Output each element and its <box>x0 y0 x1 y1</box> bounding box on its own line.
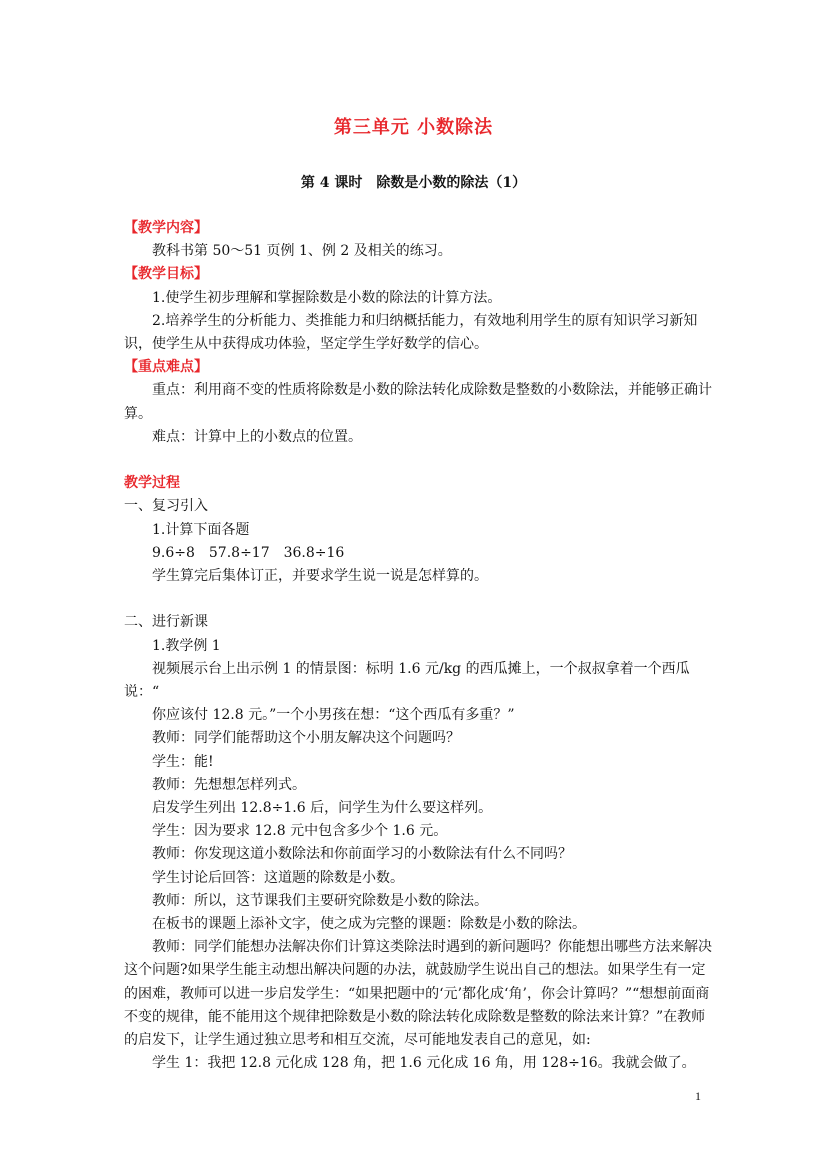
paragraph: 视频展示台上出示例 1 的情景图：标明 1.6 元/kg 的西瓜摊上，一个叔叔拿着一个西瓜说：“ <box>124 660 690 701</box>
paragraph: 教师：先想想怎样列式。 <box>152 776 306 793</box>
page-number: 1 <box>695 1089 701 1103</box>
paragraph: 教科书第 50～51 页例 1、例 2 及相关的练习。 <box>152 243 452 260</box>
paragraph: 学生：能! <box>152 753 214 770</box>
page-title: 第三单元 小数除法 <box>333 117 494 138</box>
paragraph: 9.6÷8 57.8÷17 36.8÷16 <box>152 544 345 561</box>
spacer <box>124 449 714 472</box>
paragraph: 学生讨论后回答：这道题的除数是小数。 <box>152 869 404 886</box>
paragraph: 教师：同学们能想办法解决你们计算这类除法时遇到的新问题吗？你能想出哪些方法来解决这个问题?如果学生能主动想出解决问题的办法，就鼓励学生说出自己的想法。如果学生有一定的困难，教师可以进一步启发学生：“如果把题中的‘元’都化成‘角’，你会计算吗？”“想想前面商不变的规律，能不能用这个规律把除数是小数的除法转化成除数是整数的除法来计算？”在教师的启发下，让学生通过独立思考和相互交流，尽可能地发表自己的意见，如: <box>124 939 712 1049</box>
section-heading-content: 【教学内容】 <box>124 220 208 236</box>
paragraph: 1.使学生初步理解和掌握除数是小数的除法的计算方法。 <box>152 289 502 306</box>
paragraph: 难点：计算中上的小数点的位置。 <box>152 428 362 445</box>
paragraph: 2.培养学生的分析能力、类推能力和归纳概括能力，有效地利用学生的原有知识学习新知识，使学生从中获得成功体验，坚定学生学好数学的信心。 <box>124 312 698 353</box>
paragraph: 教师：所以，这节课我们主要研究除数是小数的除法。 <box>152 892 488 909</box>
document-body <box>124 217 714 1075</box>
paragraph: 你应该付 12.8 元。”一个小男孩在想：“这个西瓜有多重？” <box>152 707 515 724</box>
subsection-heading: 二、进行新课 <box>124 614 208 631</box>
lesson-subtitle: 第 4 课时 除数是小数的除法（1） <box>300 175 527 191</box>
paragraph: 启发学生列出 12.8÷1.6 后，问学生为什么要这样列。 <box>152 800 493 817</box>
paragraph: 学生：因为要求 12.8 元中包含多少个 1.6 元。 <box>152 823 448 840</box>
section-heading-process: 教学过程 <box>124 475 180 492</box>
paragraph: 教师：你发现这道小数除法和你前面学习的小数除法有什么不同吗？ <box>152 846 572 863</box>
paragraph: 学生 1：我把 12.8 元化成 128 角，把 1.6 元化成 16 角，用 128÷16。我就会做了。 <box>152 1055 696 1072</box>
paragraph: 教师：同学们能帮助这个小朋友解决这个问题吗？ <box>152 730 460 747</box>
paragraph: 1.计算下面各题 <box>152 521 250 538</box>
paragraph: 重点：利用商不变的性质将除数是小数的除法转化成除数是整数的小数除法，并能够正确计算。 <box>124 382 712 422</box>
subsection-heading: 一、复习引入 <box>124 498 208 515</box>
section-heading-key-points: 【重点难点】 <box>124 359 208 376</box>
paragraph: 1.教学例 1 <box>152 637 221 654</box>
section-heading-goals: 【教学目标】 <box>124 266 208 283</box>
spacer <box>124 588 714 611</box>
paragraph: 学生算完后集体订正，并要求学生说一说是怎样算的。 <box>152 568 488 585</box>
paragraph: 在板书的课题上添补文字，使之成为完整的课题：除数是小数的除法。 <box>152 916 586 933</box>
